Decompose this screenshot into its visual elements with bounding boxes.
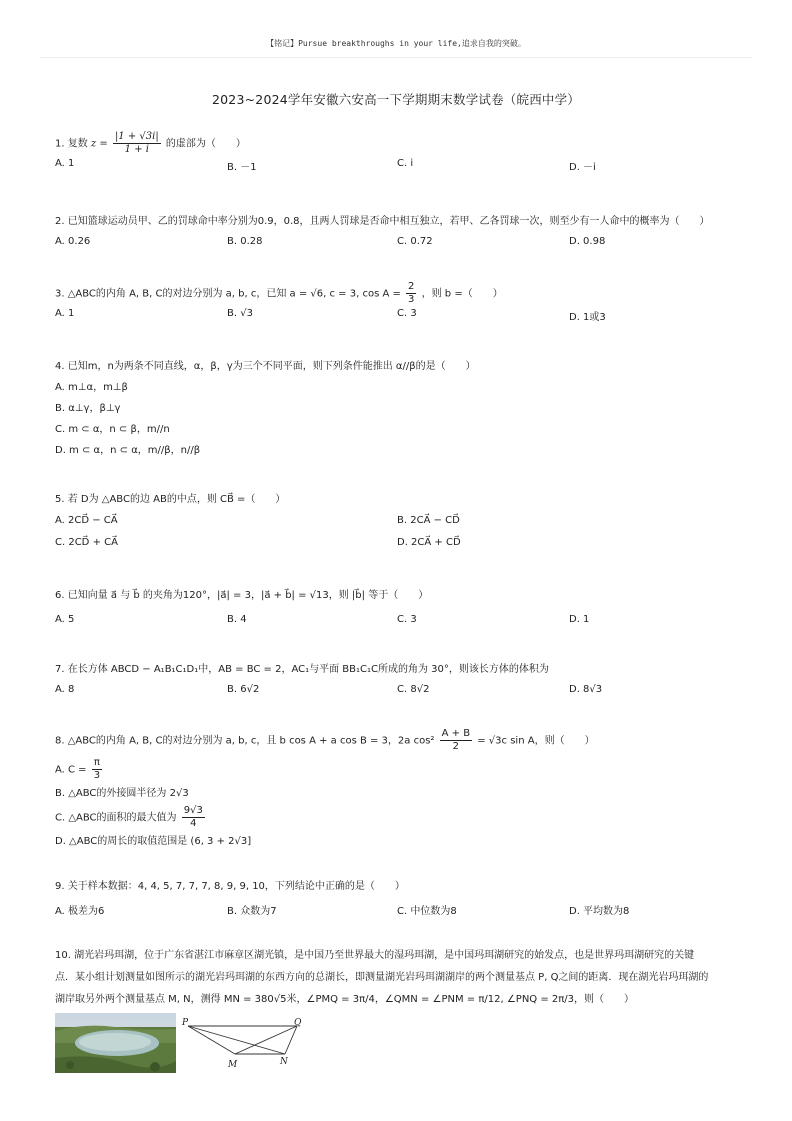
question-stem bbox=[55, 728, 755, 753]
option-d[interactable]: D. 1或3 bbox=[569, 312, 606, 323]
option-a[interactable]: A. 1 bbox=[55, 308, 75, 319]
option-c[interactable]: C. 中位数为8 bbox=[397, 906, 457, 917]
question-4 bbox=[55, 359, 755, 458]
option-d[interactable]: D. 0.98 bbox=[569, 236, 606, 247]
question-stem: 9. 关于样本数据：4, 4, 5, 7, 7, 7, 8, 9, 9, 10，下列结论中正确的是（ ） bbox=[55, 881, 405, 892]
option-c[interactable]: C. 3 bbox=[397, 308, 417, 319]
question-2 bbox=[55, 214, 755, 250]
option-a[interactable]: A. m⊥α，m⊥β bbox=[55, 382, 128, 393]
option-c[interactable]: C. 3 bbox=[397, 614, 417, 625]
option-b[interactable]: B. α⊥γ，β⊥γ bbox=[55, 403, 121, 414]
option-b[interactable]: B. －1 bbox=[227, 162, 257, 173]
options bbox=[55, 158, 755, 172]
question-stem: 2. 已知篮球运动员甲、乙的罚球命中率分别为0.9，0.8，且两人罚球是否命中相互独立，若甲、乙各罚球一次，则至少有一人命中的概率为（ ） bbox=[55, 216, 710, 227]
option-b[interactable]: B. 2CA⃗ − CD⃗ bbox=[397, 515, 460, 526]
options bbox=[55, 236, 755, 250]
options-row-1 bbox=[55, 515, 755, 537]
question-10 bbox=[55, 945, 755, 1011]
option-c[interactable]: C. 2CD⃗ + CA⃗ bbox=[55, 537, 118, 548]
options bbox=[55, 614, 755, 628]
option-a[interactable]: A. 0.26 bbox=[55, 236, 91, 247]
option-a[interactable]: A. 5 bbox=[55, 614, 75, 625]
option-d[interactable]: D. 2CA⃗ + CD⃗ bbox=[397, 537, 461, 548]
question-stem: 4. 已知m，n为两条不同直线，α，β，γ为三个不同平面，则下列条件能推出 α//β的是（ ） bbox=[55, 361, 476, 372]
option-b[interactable]: B. 众数为7 bbox=[227, 906, 277, 917]
option-b[interactable]: B. 6√2 bbox=[227, 684, 260, 695]
question-stem: 7. 在长方体 ABCD − A₁B₁C₁D₁中，AB = BC = 2，AC₁与平面 BB₁C₁C所成的角为 30°，则该长方体的体积为 bbox=[55, 664, 549, 675]
label-n: N bbox=[280, 1057, 288, 1067]
option-c[interactable]: C. i bbox=[397, 158, 414, 169]
question-stem bbox=[55, 281, 755, 306]
formula-z: z = bbox=[90, 138, 108, 150]
lake-photo bbox=[55, 1013, 176, 1073]
option-d[interactable]: D. △ABC的周长的取值范围是 (6, 3 + 2√3] bbox=[55, 836, 252, 847]
option-d[interactable]: D. 8√3 bbox=[569, 684, 603, 695]
question-9 bbox=[55, 879, 755, 916]
options bbox=[55, 684, 755, 698]
question-3 bbox=[55, 281, 755, 322]
option-c[interactable]: C. △ABC的面积的最大值为 $\frac{9√3}{4}$ bbox=[55, 804, 203, 829]
option-b[interactable]: B. △ABC的外接圆半径为 2√3 bbox=[55, 787, 189, 799]
option-d[interactable]: D. －i bbox=[569, 162, 596, 173]
option-c[interactable]: C. m ⊂ α，n ⊂ β，m//n bbox=[55, 424, 170, 435]
label-p: P bbox=[182, 1018, 189, 1028]
option-a[interactable]: A. C = $\frac{\pi}{3}$ bbox=[55, 757, 101, 781]
stem-text: ，则 b =（ ） bbox=[421, 288, 503, 300]
stem-text: 3. △ABC的内角 A, B, C的对边分别为 a, b, c，已知 a = √6, c = 3, cos A = bbox=[55, 288, 401, 300]
stem-text: 的虚部为（ ） bbox=[165, 138, 246, 150]
fraction: $\frac{|1 + √3i|}{1 + i}$ bbox=[114, 131, 159, 155]
question-1 bbox=[55, 131, 755, 172]
question-6 bbox=[55, 588, 755, 628]
option-d[interactable]: D. m ⊂ α，n ⊂ α，m//β，n//β bbox=[55, 445, 201, 456]
option-a[interactable]: A. 8 bbox=[55, 684, 75, 695]
options bbox=[55, 902, 755, 916]
stem-text: 1. 复数 bbox=[55, 138, 88, 150]
option-c[interactable]: C. 0.72 bbox=[397, 236, 433, 247]
question-stem-line-1: 10. 湖光岩玛珥湖，位于广东省湛江市麻章区湖光镇，是中国乃至世界最大的湿玛珥湖，是中国玛珥湖研究的始发点，也是世界玛珥湖研究的关键 bbox=[55, 950, 695, 961]
stem-text: 8. △ABC的内角 A, B, C的对边分别为 a, b, c，且 b cos A + a cos B = 3，2a cos² bbox=[55, 735, 435, 747]
label-m: M bbox=[228, 1060, 238, 1070]
question-stem bbox=[55, 131, 755, 156]
option-a[interactable]: A. 1 bbox=[55, 158, 75, 169]
label-q: Q bbox=[294, 1018, 302, 1028]
question-stem: 5. 若 D为 △ABC的边 AB的中点，则 CB⃗ =（ ） bbox=[55, 494, 286, 505]
question-stem-line-2: 点．某小组计划测量如图所示的湖光岩玛珥湖的东西方向的总湖长，即测量湖光岩玛珥湖湖岸的两个测量基点 P, Q之间的距离．现在湖光岩玛珥湖的 bbox=[55, 972, 709, 983]
header-divider bbox=[40, 57, 752, 58]
option-b[interactable]: B. √3 bbox=[227, 308, 253, 319]
question-stem: 6. 已知向量 a⃗ 与 b⃗ 的夹角为120°，|a⃗| = 3，|a⃗ + b⃗| = √13，则 |b⃗| 等于（ ） bbox=[55, 590, 429, 601]
fraction: $\frac{2}{3}$ bbox=[408, 281, 415, 305]
header-note: 【铭记】Pursue breakthroughs in your life,追求自我的突破。 bbox=[266, 39, 526, 48]
geometry-diagram bbox=[180, 1016, 300, 1072]
option-b[interactable]: B. 4 bbox=[227, 614, 247, 625]
option-c[interactable]: C. 8√2 bbox=[397, 684, 430, 695]
option-d[interactable]: D. 平均数为8 bbox=[569, 906, 630, 917]
page-title: 2023~2024学年安徽六安高一下学期期末数学试卷（皖西中学） bbox=[212, 92, 580, 107]
option-d[interactable]: D. 1 bbox=[569, 614, 590, 625]
question-8 bbox=[55, 728, 755, 853]
option-b[interactable]: B. 0.28 bbox=[227, 236, 263, 247]
option-a[interactable]: A. 2CD⃗ − CA⃗ bbox=[55, 515, 118, 526]
fraction: $\frac{A + B}{2}$ bbox=[441, 728, 471, 752]
question-7 bbox=[55, 662, 755, 698]
options bbox=[55, 381, 755, 458]
stem-text: = √3c sin A，则（ ） bbox=[477, 735, 595, 747]
options-row-2 bbox=[55, 537, 755, 559]
option-a[interactable]: A. 极差为6 bbox=[55, 906, 105, 917]
options bbox=[55, 308, 755, 322]
question-stem-line-3: 湖岸取另外两个测量基点 M, N，测得 MN = 380√5米，∠PMQ = 3π/4，∠QMN = ∠PNM = π/12, ∠PNQ = 2π/3，则（ ） bbox=[55, 994, 635, 1005]
question-5 bbox=[55, 492, 755, 559]
